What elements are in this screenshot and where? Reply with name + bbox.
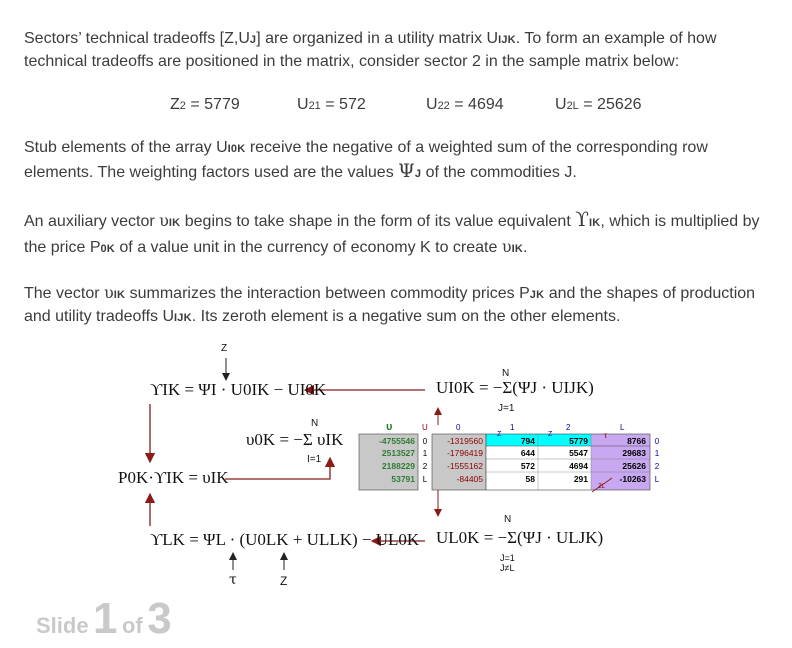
- equation-yik: ϒIK = ΨI · U0IK − UI0K: [150, 380, 327, 399]
- ul0k-sum-bottom1: J=1: [500, 553, 515, 563]
- auxiliary-paragraph: An auxiliary vector υIK begins to take shape in the form of its value equivalent ϒIK, which is multiplied by the price P0K of a value unit in the currency of economy K to create υIK.: [24, 207, 760, 256]
- v0k-sum-bottom: I=1: [307, 454, 322, 465]
- matrix-colL-cell: -10263: [619, 474, 646, 484]
- matrix-col1-cell: 644: [520, 448, 535, 458]
- matrix-colL-header: L: [620, 423, 625, 432]
- matrix-upsilon-cell: -4755546: [379, 436, 415, 446]
- slide-of-word: of: [121, 613, 143, 638]
- equation-ui0k: UI0K = −Σ(ΨJ · UIJK): [436, 378, 594, 397]
- matrix-col0-cell: -1796419: [447, 448, 483, 458]
- matrix-col1-cell: 58: [525, 474, 535, 484]
- matrix-col2-cell: 5779: [569, 436, 588, 446]
- slide-word: Slide: [36, 613, 89, 638]
- equation-v0k: υ0K = −Σ υIK: [246, 430, 344, 449]
- matrix-col0-cell: -84405: [456, 474, 483, 484]
- slide-total: 3: [147, 594, 172, 643]
- equation-ylk: ϒLK = ΨL · (U0LK + ULLK) − UL0K: [150, 530, 420, 549]
- matrix-upsilon-cell: 2513527: [381, 448, 415, 458]
- matrix-colL-cell: 29683: [622, 448, 646, 458]
- matrix-u-index: 1: [422, 449, 428, 458]
- label-tau: τ: [229, 572, 237, 588]
- equation-ul0k: UL0K = −Σ(ΨJ · ULJK): [436, 528, 604, 547]
- slide-counter: [36, 594, 172, 644]
- matrix-colL-cell: 25626: [622, 461, 646, 471]
- matrix-col0-header: 0: [456, 423, 461, 432]
- matrix-col2-header: 2: [566, 423, 571, 432]
- label-z-top: Z: [221, 343, 228, 354]
- matrix-col1-header: 1: [510, 423, 515, 432]
- matrix-tau-label: τ: [604, 431, 608, 440]
- matrix-col2-cell: 5547: [569, 448, 588, 458]
- matrix-z1-label: Z: [497, 431, 502, 438]
- sector-z2: Z2 = 5779: [170, 96, 240, 113]
- sector-u22: U22 = 4694: [426, 96, 504, 113]
- sector-u2l: U2L = 25626: [555, 96, 642, 113]
- matrix-u-index: L: [422, 475, 428, 484]
- matrix-u-index: 0: [422, 437, 428, 446]
- matrix-colL-cell: 8766: [627, 436, 646, 446]
- matrix-u-index: 2: [422, 462, 428, 471]
- matrix-z2-label: Z: [548, 431, 553, 438]
- matrix-col0-cell: -1555162: [447, 461, 483, 471]
- matrix-u-header: U: [422, 423, 428, 432]
- matrix-col2-cell: 291: [573, 474, 588, 484]
- matrix-upsilon-cell: 53791: [391, 474, 415, 484]
- slide-current: 1: [93, 594, 118, 643]
- v0k-sum-top: N: [311, 418, 319, 429]
- matrix-col1-cell: 572: [520, 461, 535, 471]
- ui0k-sum-top: N: [502, 368, 510, 379]
- matrix-row-label: L: [654, 475, 660, 484]
- matrix-row-label: 2: [654, 462, 660, 471]
- matrix-col2-cell: 4694: [569, 461, 588, 471]
- matrix-upsilon-header: υ: [386, 421, 393, 433]
- label-z-bottom: Z: [280, 574, 288, 588]
- sector-u21: U21 = 572: [297, 96, 366, 113]
- matrix-col1-cell: 794: [520, 436, 535, 446]
- matrix-row-label: 1: [654, 449, 660, 458]
- ul0k-sum-top: N: [504, 514, 512, 525]
- ui0k-sum-bottom: J=1: [498, 403, 515, 414]
- summary-paragraph: The vector υIK summarizes the interaction between commodity prices PJK and the shapes of production and utility tradeoffs UIJK. Its zeroth element is a negative sum on the other elements.: [24, 283, 756, 325]
- matrix-upsilon-cell: 2188229: [381, 461, 415, 471]
- equation-pok-yik: P0K·ϒIK = υIK: [118, 468, 229, 487]
- matrix-row-label: 0: [654, 437, 660, 446]
- intro-paragraph: Sectors’ technical tradeoffs [Z,UJ] are organized in a utility matrix UIJK. To form an example of how technical tradeoffs are positioned in the matrix, consider sector 2 in the sample matrix below:: [24, 30, 717, 70]
- ul0k-sum-bottom2: J≠L: [500, 563, 515, 573]
- matrix-col0-cell: -1319560: [447, 436, 483, 446]
- matrix-zl-label: ZL: [598, 484, 606, 490]
- stub-paragraph: Stub elements of the array UI0K receive the negative of a weighted sum of the corresponding row elements. The weighting factors used are the values ΨJ of the commodities J.: [24, 139, 708, 182]
